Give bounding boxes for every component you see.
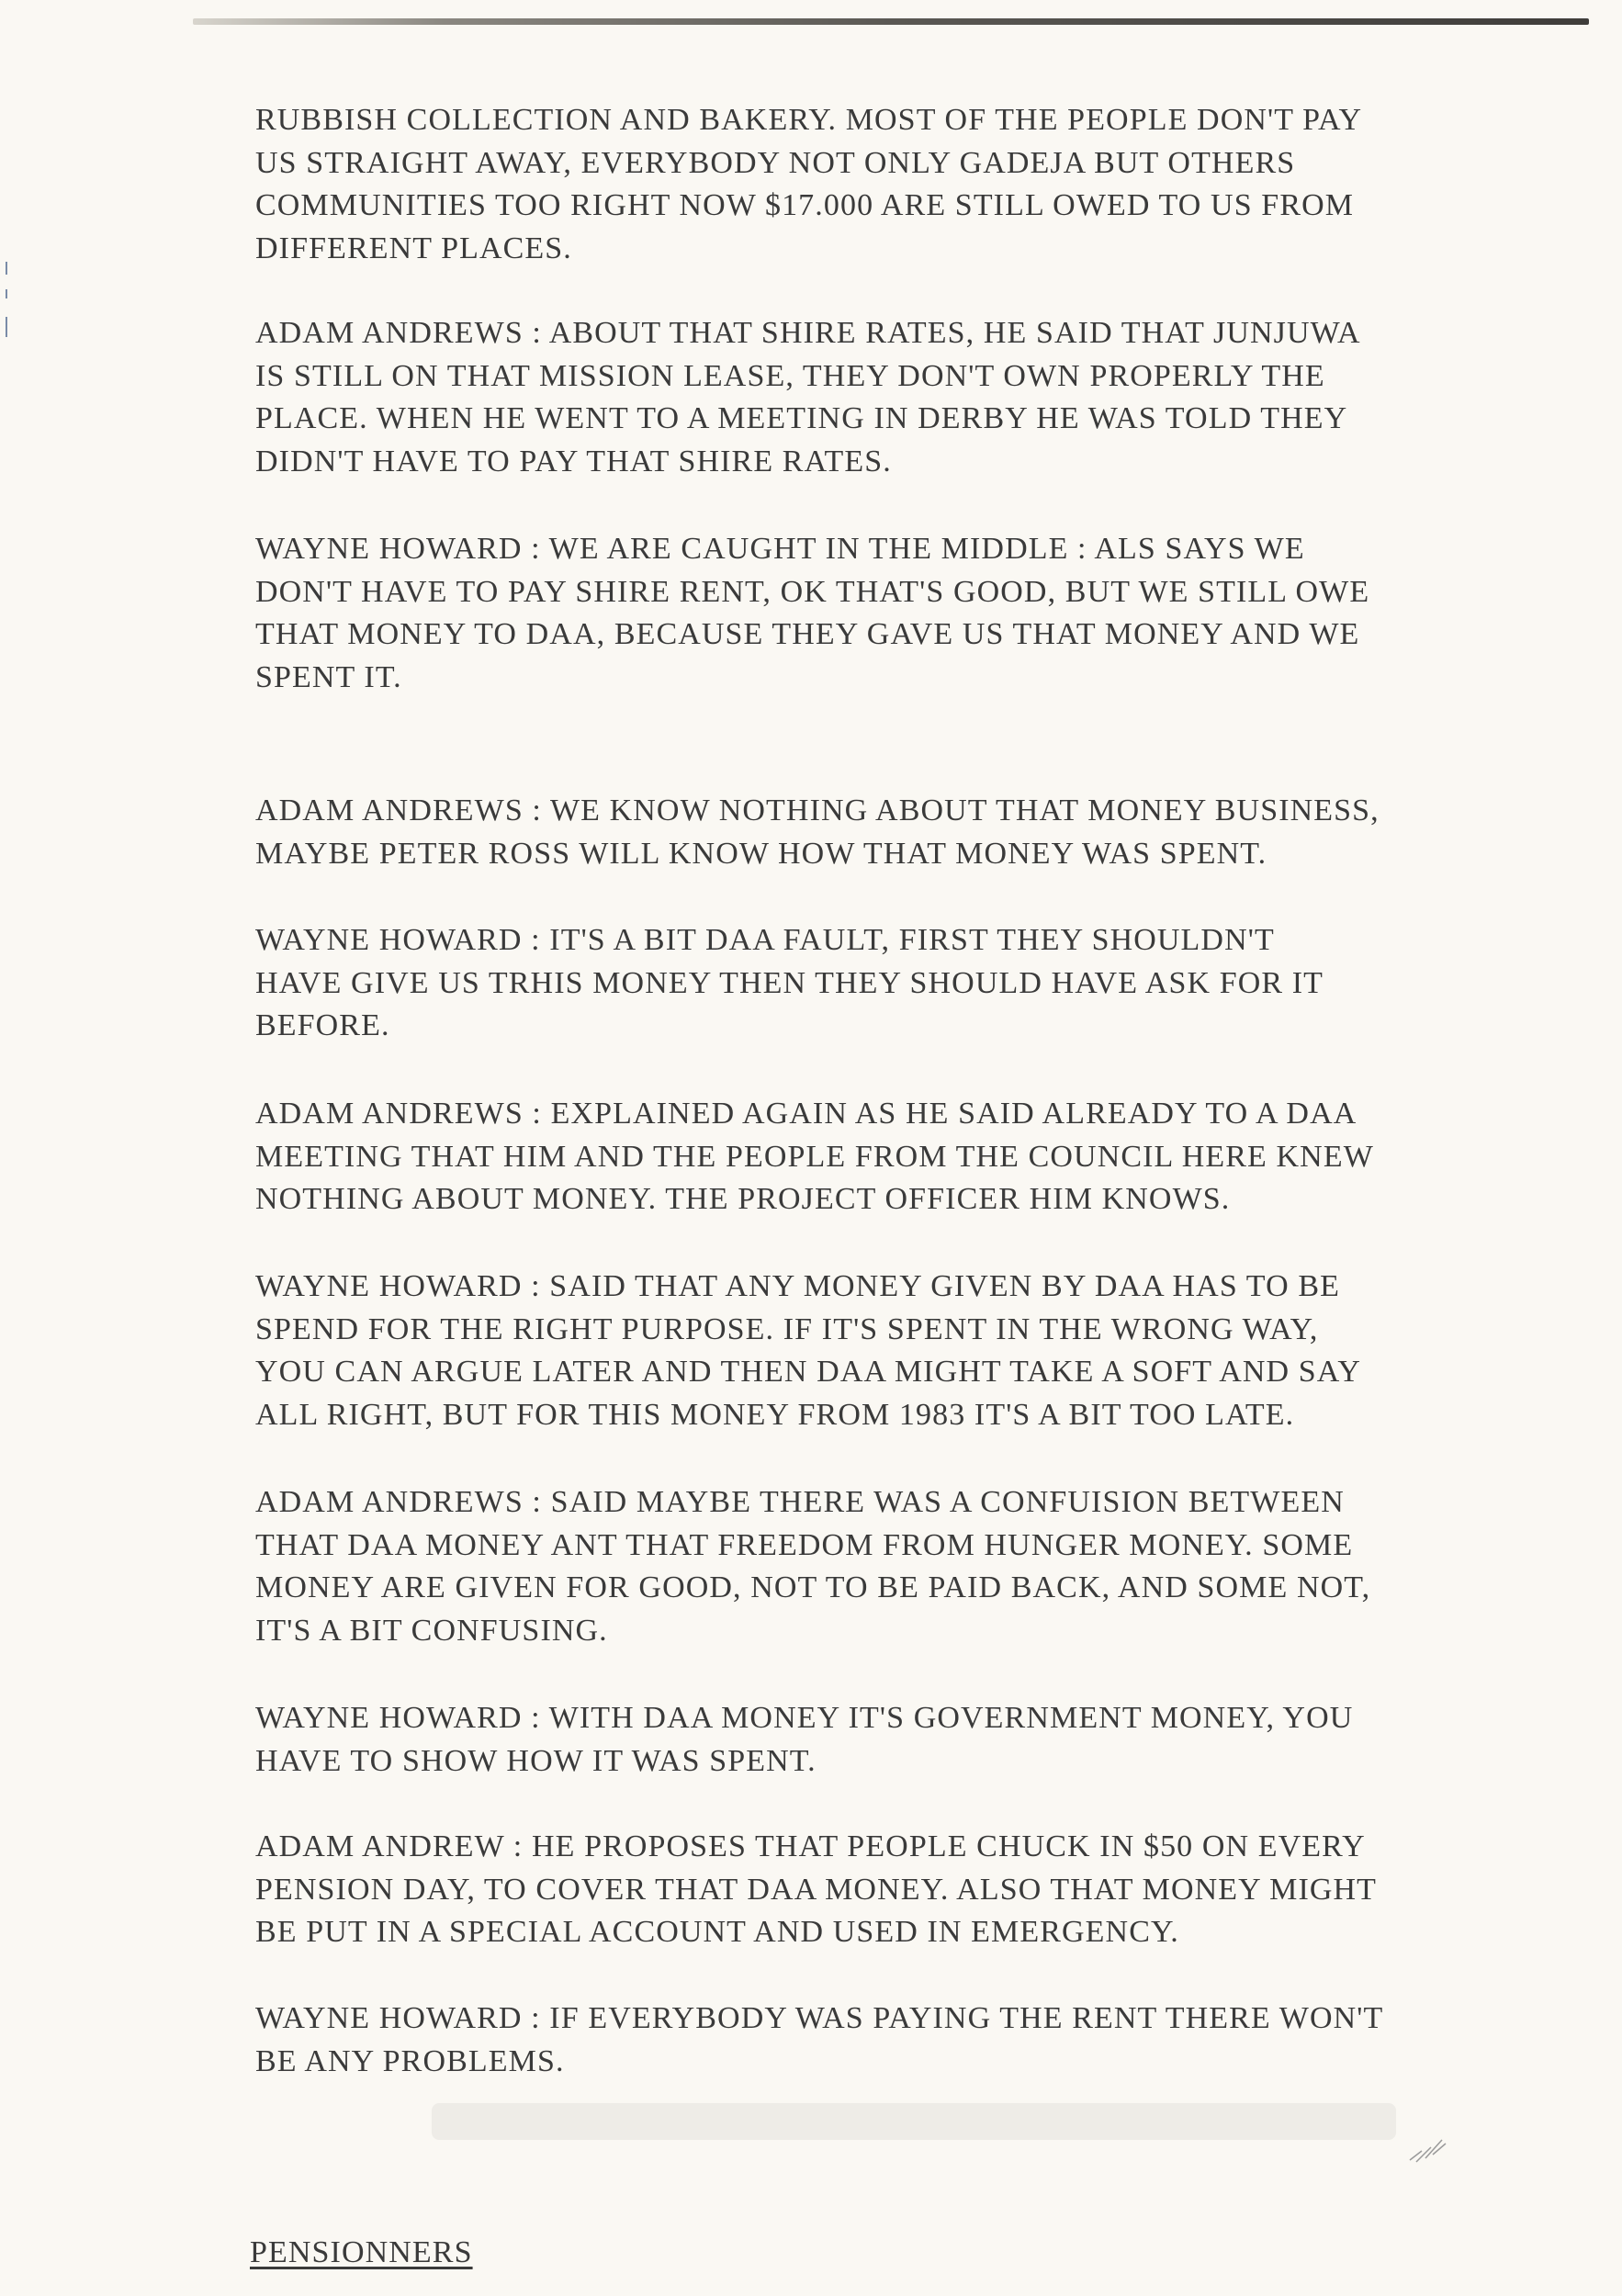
margin-mark: [6, 289, 7, 298]
paragraph: RUBBISH COLLECTION AND BAKERY. MOST OF THE PEOPLE DON'T PAY US STRAIGHT AWAY, EVERYBODY NOT ONLY GADEJA BUT OTHERS COMMUNITIES TOO RIGHT NOW $17.000 ARE STILL OWED TO US FROM DIFFERENT PLACES.: [255, 103, 1363, 265]
paragraph: ADAM ANDREW : HE PROPOSES THAT PEOPLE CHUCK IN $50 ON EVERY PENSION DAY, TO COVER THAT DAA MONEY. ALSO THAT MONEY MIGHT BE PUT IN A SPECIAL ACCOUNT AND USED IN EMERGENCY.: [255, 1829, 1378, 1949]
paragraph: WAYNE HOWARD : WITH DAA MONEY IT'S GOVERNMENT MONEY, YOU HAVE TO SHOW HOW IT WAS SPENT.: [255, 1701, 1354, 1778]
paragraph: WAYNE HOWARD : IT'S A BIT DAA FAULT, FIRST THEY SHOULDN'T HAVE GIVE US TRHIS MONEY THEN THEY SHOULD HAVE ASK FOR IT BEFORE.: [255, 923, 1324, 1042]
paragraph: ADAM ANDREWS : EXPLAINED AGAIN AS HE SAID ALREADY TO A DAA MEETING THAT HIM AND THE PEOPLE FROM THE COUNCIL HERE KNEW NOTHING ABOUT MONEY. THE PROJECT OFFICER HIM KNOWS.: [255, 1097, 1374, 1216]
paragraph: WAYNE HOWARD : SAID THAT ANY MONEY GIVEN BY DAA HAS TO BE SPEND FOR THE RIGHT PURPOSE. IF IT'S SPENT IN THE WRONG WAY, YOU CAN ARGUE LATER AND THEN DAA MIGHT TAKE A SOFT AND SAY ALL RIGHT, BUT FOR THIS MONEY FROM 1983 IT'S A BIT TOO LATE.: [255, 1269, 1361, 1432]
section-heading: PENSIONNERS: [250, 2235, 473, 2269]
paragraph: ADAM ANDREWS : ABOUT THAT SHIRE RATES, HE SAID THAT JUNJUWA IS STILL ON THAT MISSION LEASE, THEY DON'T OWN PROPERLY THE PLACE. WHEN HE WENT TO A MEETING IN DERBY HE WAS TOLD THEY DIDN'T HAVE TO PAY THAT SHIRE RATES.: [255, 316, 1361, 478]
top-rule: [193, 18, 1589, 25]
bleed-through-shadow: [432, 2094, 1396, 2149]
margin-mark: [6, 262, 7, 275]
paragraph: WAYNE HOWARD : IF EVERYBODY WAS PAYING THE RENT THERE WON'T BE ANY PROBLEMS.: [255, 2001, 1384, 2078]
margin-mark: [6, 317, 7, 337]
pencil-mark: [1405, 2131, 1451, 2167]
paragraph: ADAM ANDREWS : WE KNOW NOTHING ABOUT THAT MONEY BUSINESS, MAYBE PETER ROSS WILL KNOW HOW THAT MONEY WAS SPENT.: [255, 793, 1380, 871]
paragraph: WAYNE HOWARD : WE ARE CAUGHT IN THE MIDDLE : ALS SAYS WE DON'T HAVE TO PAY SHIRE RENT, OK THAT'S GOOD, BUT WE STILL OWE THAT MONEY TO DAA, BECAUSE THEY GAVE US THAT MONEY AND WE SPENT IT.: [255, 532, 1370, 694]
paragraph: ADAM ANDREWS : SAID MAYBE THERE WAS A CONFUISION BETWEEN THAT DAA MONEY ANT THAT FREEDOM FROM HUNGER MONEY. SOME MONEY ARE GIVEN FOR GOOD, NOT TO BE PAID BACK, AND SOME NOT, IT'S A BIT CONFUSING.: [255, 1485, 1371, 1648]
